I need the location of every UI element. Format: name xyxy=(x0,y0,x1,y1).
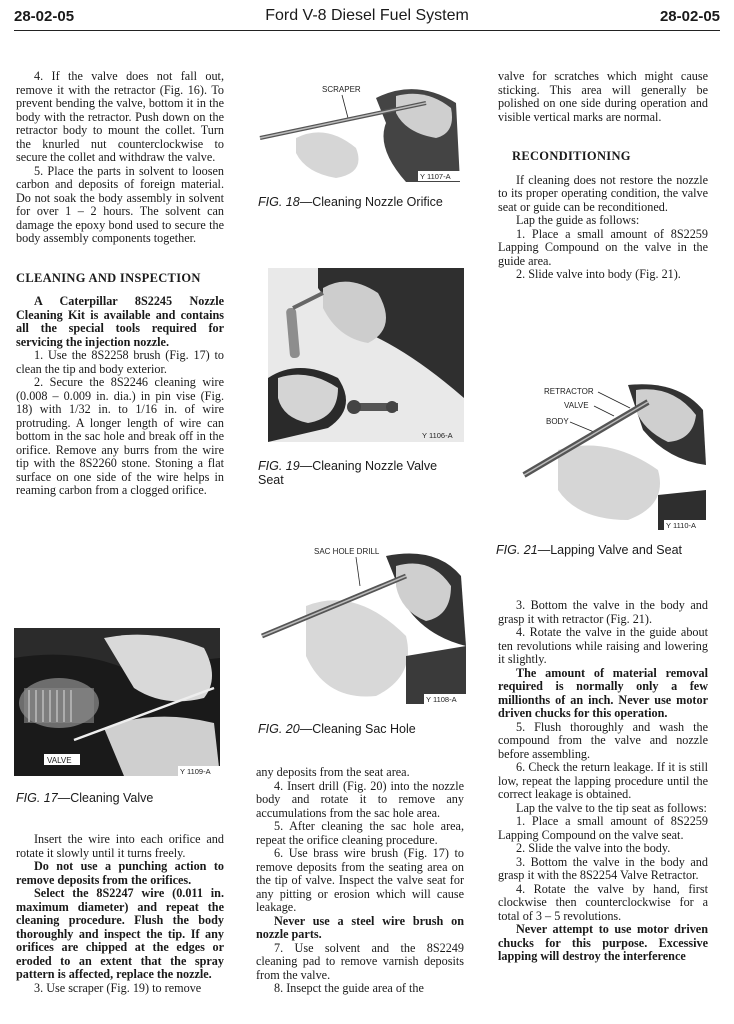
figure-19-photo xyxy=(268,268,464,442)
column-2-bottom xyxy=(256,766,464,996)
figure-19-caption xyxy=(258,459,464,487)
figure-19-code: Y 1106-A xyxy=(422,431,453,440)
figure-title: —Cleaning Sac Hole xyxy=(299,722,416,736)
figure-number: FIG. 21 xyxy=(496,543,538,557)
figure-17-code: Y 1109-A xyxy=(180,767,211,776)
paragraph: 4. If the valve does not fall out, remove it with the retractor (Fig. 16). To prevent bending the valve, bottom it in the body with the retractor. Push down on the retractor body to mount the collet. Turn the knurled nut counterclockwise to secure the collet and withdraw the valve. xyxy=(16,69,224,164)
section-heading: CLEANING AND INSPECTION xyxy=(16,270,201,285)
page-title: Ford V-8 Diesel Fuel System xyxy=(265,7,469,24)
paragraph: 4. Rotate the valve by hand, first clockwise then counterclockwise for a total of 3 – 5 revolutions. xyxy=(498,881,708,923)
figure-21-label-retractor: RETRACTOR xyxy=(544,387,594,396)
warning-paragraph: Do not use a punching action to remove deposits from the orifices. xyxy=(16,859,224,887)
paragraph: 5. Place the parts in solvent to loosen carbon and deposits of foreign material. Do not soak the body assembly in solvent for over 1 – 2 hours. The solvent can damage the epoxy bond used to secure the body assembly components together. xyxy=(16,163,224,245)
column-1-top xyxy=(16,70,224,498)
paragraph: 6. Check the return leakage. If it is still low, repeat the lapping procedure until the correct leakage is obtained. xyxy=(498,760,708,801)
paragraph: 1. Place a small amount of 8S2259 Lapping Compound on the valve seat. xyxy=(498,814,708,842)
figure-title: —Cleaning Nozzle Orifice xyxy=(299,195,443,209)
figure-20-label: SAC HOLE DRILL xyxy=(314,547,380,556)
figure-21-label-valve: VALVE xyxy=(564,401,589,410)
figure-18-label: SCRAPER xyxy=(322,85,361,94)
paragraph: Lap the guide as follows: xyxy=(516,213,640,227)
figure-number: FIG. 18 xyxy=(258,195,300,209)
figure-17-label: VALVE xyxy=(47,756,72,765)
paragraph: 4. Rotate the valve in the guide about ten revolutions while raising and lowering it slightly. xyxy=(498,625,708,666)
paragraph: 5. Flush thoroughly and wash the compound from the valve and nozzle before assembling. xyxy=(498,719,708,761)
figure-18-photo xyxy=(256,78,460,182)
figure-number: FIG. 20 xyxy=(258,722,300,736)
figure-20-caption xyxy=(258,722,464,736)
figure-title: —Cleaning Valve xyxy=(57,791,154,805)
figure-20-photo xyxy=(256,546,466,704)
column-1-bottom xyxy=(16,833,224,995)
column-3-bottom xyxy=(498,599,708,964)
paragraph: any deposits from the seat area. xyxy=(256,765,410,779)
paragraph: 5. After cleaning the sac hole area, repeat the orifice cleaning procedure. xyxy=(256,819,464,847)
paragraph: Lap the valve to the tip seat as follows: xyxy=(516,800,707,815)
paragraph: 2. Secure the 8S2246 cleaning wire (0.008 – 0.009 in. dia.) in pin vise (Fig. 18) with 1/32 in. to 1/16 in. of wire protruding. A longer length of wire can bottom in the sac hole and break off in the orifice. Remove any burrs from the wire tip with the 8S2260 stone. Stoning a flat surface on one side of the wire helps in reaming carbon from a clogged orifice. xyxy=(16,375,224,497)
warning-paragraph: Never use a steel wire brush on nozzle parts. xyxy=(256,913,464,941)
paragraph: 8. Insepct the guide area of the xyxy=(274,981,424,995)
figure-title: —Lapping Valve and Seat xyxy=(537,543,683,557)
paragraph: Insert the wire into each orifice and rotate it slowly until it turns freely. xyxy=(16,832,224,860)
paragraph: 3. Bottom the valve in the body and grasp it with the 8S2254 Valve Retractor. xyxy=(498,854,708,882)
page-header xyxy=(14,6,720,31)
paragraph: 4. Insert drill (Fig. 20) into the nozzle body and rotate it to remove any accumulations from the sac hole area. xyxy=(256,778,464,820)
paragraph: 7. Use solvent and the 8S2249 cleaning pad to remove varnish deposits from the valve. xyxy=(256,940,464,982)
paragraph: 3. Use scraper (Fig. 19) to remove xyxy=(34,980,202,995)
warning-paragraph: Never attempt to use motor driven chucks for this purpose. Excessive lapping will destroy the interference xyxy=(498,922,708,963)
figure-17-caption xyxy=(16,791,222,805)
figure-20-code: Y 1108-A xyxy=(426,695,457,704)
paragraph: 1. Place a small amount of 8S2259 Lapping Compound on the valve in the guide area. xyxy=(498,226,708,268)
figure-number: FIG. 19 xyxy=(258,459,300,473)
page-number-left: 28-02-05 xyxy=(14,8,75,25)
paragraph: 3. Bottom the valve in the body and grasp it with retractor (Fig. 21). xyxy=(498,598,708,626)
figure-17-photo xyxy=(14,628,220,776)
paragraph: If cleaning does not restore the nozzle to its proper operating condition, the valve seat or guide can be reconditioned. xyxy=(498,172,708,214)
section-heading: RECONDITIONING xyxy=(512,149,631,163)
page-number-right: 28-02-05 xyxy=(659,8,720,25)
figure-21-photo xyxy=(518,380,706,530)
figure-21-caption xyxy=(496,543,706,557)
paragraph: 6. Use brass wire brush (Fig. 17) to remove deposits from the seating area on the tip of valve. Inspect the valve seat for any pitting or erosion which will cause leakage. xyxy=(256,846,464,914)
warning-paragraph: The amount of material removal required is normally only a few millionths of an inch. Never use motor driven chucks for this operation. xyxy=(498,665,708,720)
paragraph: valve for scratches which might cause sticking. This area will generally be polished on one side during operation and visible vertical marks are normal. xyxy=(498,69,708,124)
figure-number: FIG. 17 xyxy=(16,791,58,805)
figure-title: —Cleaning Nozzle Valve Seat xyxy=(258,459,438,487)
figure-21-code: Y 1110-A xyxy=(666,521,697,530)
note-paragraph: Select the 8S2247 wire (0.011 in. maximum diameter) and repeat the cleaning procedure. Flush the body thoroughly and inspect the tip. If any orifices are chipped at the edges or eroded to an extent that the spray pattern is affected, replace the nozzle. xyxy=(16,886,224,981)
figure-18-code: Y 1107-A xyxy=(420,172,451,181)
paragraph: 2. Slide valve into body (Fig. 21). xyxy=(516,267,681,281)
figure-21-label-body: BODY xyxy=(546,417,569,426)
note-paragraph: A Caterpillar 8S2245 Nozzle Cleaning Kit is available and contains all the special tools required for servicing the injection nozzle. xyxy=(16,294,224,349)
figure-18-caption xyxy=(258,195,458,209)
paragraph: 2. Slide the valve into the body. xyxy=(516,841,671,855)
paragraph: 1. Use the 8S2258 brush (Fig. 17) to clean the tip and body exterior. xyxy=(16,348,224,376)
column-3-top xyxy=(498,70,708,282)
